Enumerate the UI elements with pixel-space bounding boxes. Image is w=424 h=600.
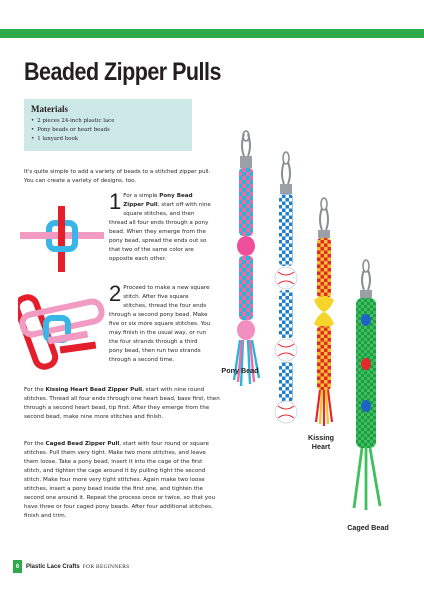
- footer-subtitle: FOR BEGINNERS: [82, 563, 130, 570]
- para-text-post: , start with four round or square stitches. Pull them very tight. Make two more stitches, and leave them loose. Take a pony bead, insert it into the cage of the first stitch, and tighten the cage around it by pulling tight the second stitch. Make four more very tight stitches. Again make two loose stitches, insert a pony bead inside the first one, and tighten the second one around it. Repeat the process once or twice, so that you have three or four caged pony beads. After four additional stitches, finish and trim.: [24, 441, 216, 519]
- para-bold-term: Caged Bead Zipper Pull: [45, 441, 120, 447]
- caged-bead-pull: [354, 260, 380, 510]
- step-number: 1: [109, 189, 122, 214]
- materials-item: • 2 pieces 24-inch plastic lace: [31, 117, 185, 126]
- para-text-pre: For the: [24, 441, 46, 447]
- thread-bead-diagram: [18, 288, 106, 374]
- zipper-pulls-photo: [226, 128, 416, 528]
- materials-heading: Materials: [31, 104, 68, 114]
- kissing-heart-label: [296, 433, 346, 451]
- square-stitch-diagram: [20, 206, 104, 272]
- footer-book-title: Plastic Lace Crafts: [26, 563, 80, 570]
- materials-box: [24, 99, 192, 151]
- caged-bead-label: Caged Bead: [347, 523, 389, 532]
- page-number: 6: [13, 560, 22, 573]
- step-bold-term: Pony Bead Zipper Pull: [123, 193, 193, 208]
- step-text-pre: For a simple: [123, 193, 160, 199]
- step-1: [109, 189, 213, 264]
- baseball-bead-pull: [275, 152, 297, 423]
- kissing-heart-paragraph: [24, 386, 220, 422]
- pony-bead-label: Pony Bead: [221, 366, 259, 375]
- step-text: Proceed to make a new square stitch. After five square stitches, thread the four ends through a second pony bead. Make five or six more square stitches. You may finish in the usual way, or run the four strands through a third pony bead, then run two strands through a second time.: [109, 285, 211, 363]
- kissing-heart-label-line: Heart: [311, 442, 331, 451]
- step-text-post: , start off with nine square stitches, and then thread all four ends through a pony bead. When they emerge from the pony bead, spread the ends out so that two of the same color are opposite each other.: [109, 202, 211, 262]
- step-2: [109, 281, 213, 365]
- header-color-bar: [0, 29, 424, 38]
- caged-bead-paragraph: [24, 440, 220, 521]
- intro-paragraph: It's quite simple to add a variety of beads to a stitched zipper pull. You can create a variety of designs, too.: [24, 169, 211, 184]
- step-number: 2: [109, 281, 122, 306]
- materials-item: • 1 lanyard hook: [31, 135, 185, 144]
- para-text-pre: For the: [24, 387, 46, 393]
- kissing-heart-label-line: Kissing: [308, 433, 334, 442]
- page-footer: [13, 560, 130, 573]
- para-text-post: , start with nine round stitches. Thread all four ends through one heart bead, base first, then through a second heart bead, tip first. After they emerge from the second bead, make nine more stitches and finish.: [24, 387, 220, 420]
- page-title: Beaded Zipper Pulls: [24, 58, 221, 86]
- pony-bead-pull: [234, 131, 259, 386]
- materials-item: • Pony beads or heart beads: [31, 126, 185, 135]
- kissing-heart-pull: [314, 198, 334, 426]
- materials-list: [31, 117, 185, 144]
- para-bold-term: Kissing Heart Bead Zipper Pull: [45, 387, 143, 393]
